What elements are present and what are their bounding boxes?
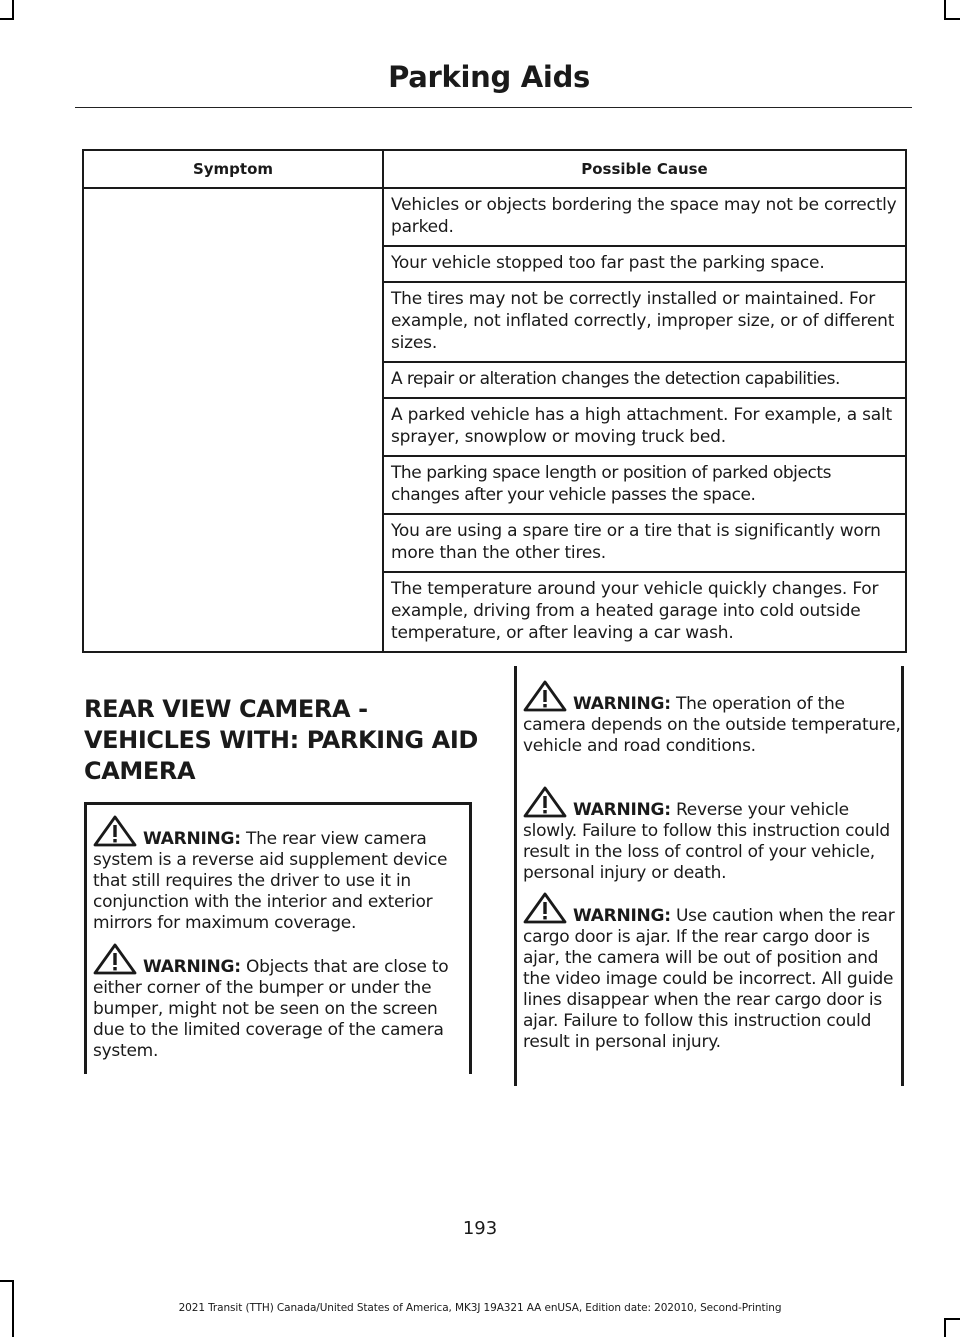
cause-cell: Vehicles or objects bordering the space may not be correctly parked.	[383, 188, 906, 246]
cause-cell: A repair or alteration changes the detection capabilities.	[383, 362, 906, 398]
warning-text: The rear view camera system is a reverse aid supplement device that still requires the driver to use it in conjunction with the interior and exterior mirrors for maximum coverage.	[93, 829, 448, 933]
warning-label: WARNING:	[573, 694, 671, 714]
crop-mark	[944, 1318, 946, 1337]
crop-mark	[944, 0, 946, 20]
section-heading-line: REAR VIEW CAMERA -	[84, 695, 368, 723]
warning-text: Reverse your vehicle slowly. Failure to follow this instruction could result in the loss of control of your vehicle, personal injury or death.	[523, 800, 890, 883]
warning-paragraph	[523, 892, 901, 1053]
table-row	[83, 188, 906, 246]
crop-mark	[12, 0, 14, 20]
warning-paragraph	[93, 943, 471, 1062]
section-heading-line: VEHICLES WITH: PARKING AID	[84, 726, 478, 754]
warning-text: The operation of the camera depends on the outside temperature, vehicle and road conditions.	[523, 694, 901, 756]
crop-mark	[0, 18, 14, 20]
warning-paragraph	[93, 815, 471, 934]
warning-triangle-icon	[523, 786, 567, 818]
crop-mark	[946, 18, 960, 20]
column-header-cause: Possible Cause	[383, 150, 906, 188]
header-divider	[75, 107, 912, 108]
crop-mark	[0, 1280, 14, 1282]
cause-cell: You are using a spare tire or a tire that is significantly worn more than the other tires.	[383, 514, 906, 572]
page-number: 193	[462, 1218, 498, 1239]
warning-paragraph	[523, 680, 901, 757]
section-heading-line: CAMERA	[84, 757, 196, 785]
symptom-cause-table	[82, 149, 907, 653]
warning-label: WARNING:	[573, 906, 671, 926]
symptom-cell	[83, 188, 383, 652]
warning-triangle-icon	[523, 892, 567, 924]
warning-label: WARNING:	[143, 957, 241, 977]
section-heading	[84, 694, 484, 787]
edition-footer: 2021 Transit (TTH) Canada/United States of America, MK3J 19A321 AA enUSA, Edition date: 202010, Second-Printing	[178, 1302, 782, 1314]
cause-cell: Your vehicle stopped too far past the parking space.	[383, 246, 906, 282]
warning-triangle-icon	[93, 943, 137, 975]
cause-cell: A parked vehicle has a high attachment. For example, a salt sprayer, snowplow or moving truck bed.	[383, 398, 906, 456]
column-header-symptom: Symptom	[83, 150, 383, 188]
warning-triangle-icon	[523, 680, 567, 712]
warning-triangle-icon	[93, 815, 137, 847]
warning-text: Use caution when the rear cargo door is ajar. If the rear cargo door is ajar, the camera will be out of position and the video image could be incorrect. All guide lines disappear when the rear cargo door is ajar. Failure to follow this instruction could result in personal injury.	[523, 906, 895, 1052]
warning-label: WARNING:	[573, 800, 671, 820]
warning-paragraph	[523, 786, 901, 884]
warning-text: Objects that are close to either corner of the bumper or under the bumper, might not be seen on the screen due to the limited coverage of the camera system.	[93, 957, 449, 1061]
page-title: Parking Aids	[388, 60, 590, 94]
cause-cell: The parking space length or position of parked objects changes after your vehicle passes the space.	[383, 456, 906, 514]
cause-cell: The tires may not be correctly installed or maintained. For example, not inflated correctly, improper size, or of different sizes.	[383, 282, 906, 362]
cause-cell: The temperature around your vehicle quickly changes. For example, driving from a heated garage into cold outside temperature, or after leaving a car wash.	[383, 572, 906, 652]
crop-mark	[946, 1318, 960, 1320]
warning-label: WARNING:	[143, 829, 241, 849]
